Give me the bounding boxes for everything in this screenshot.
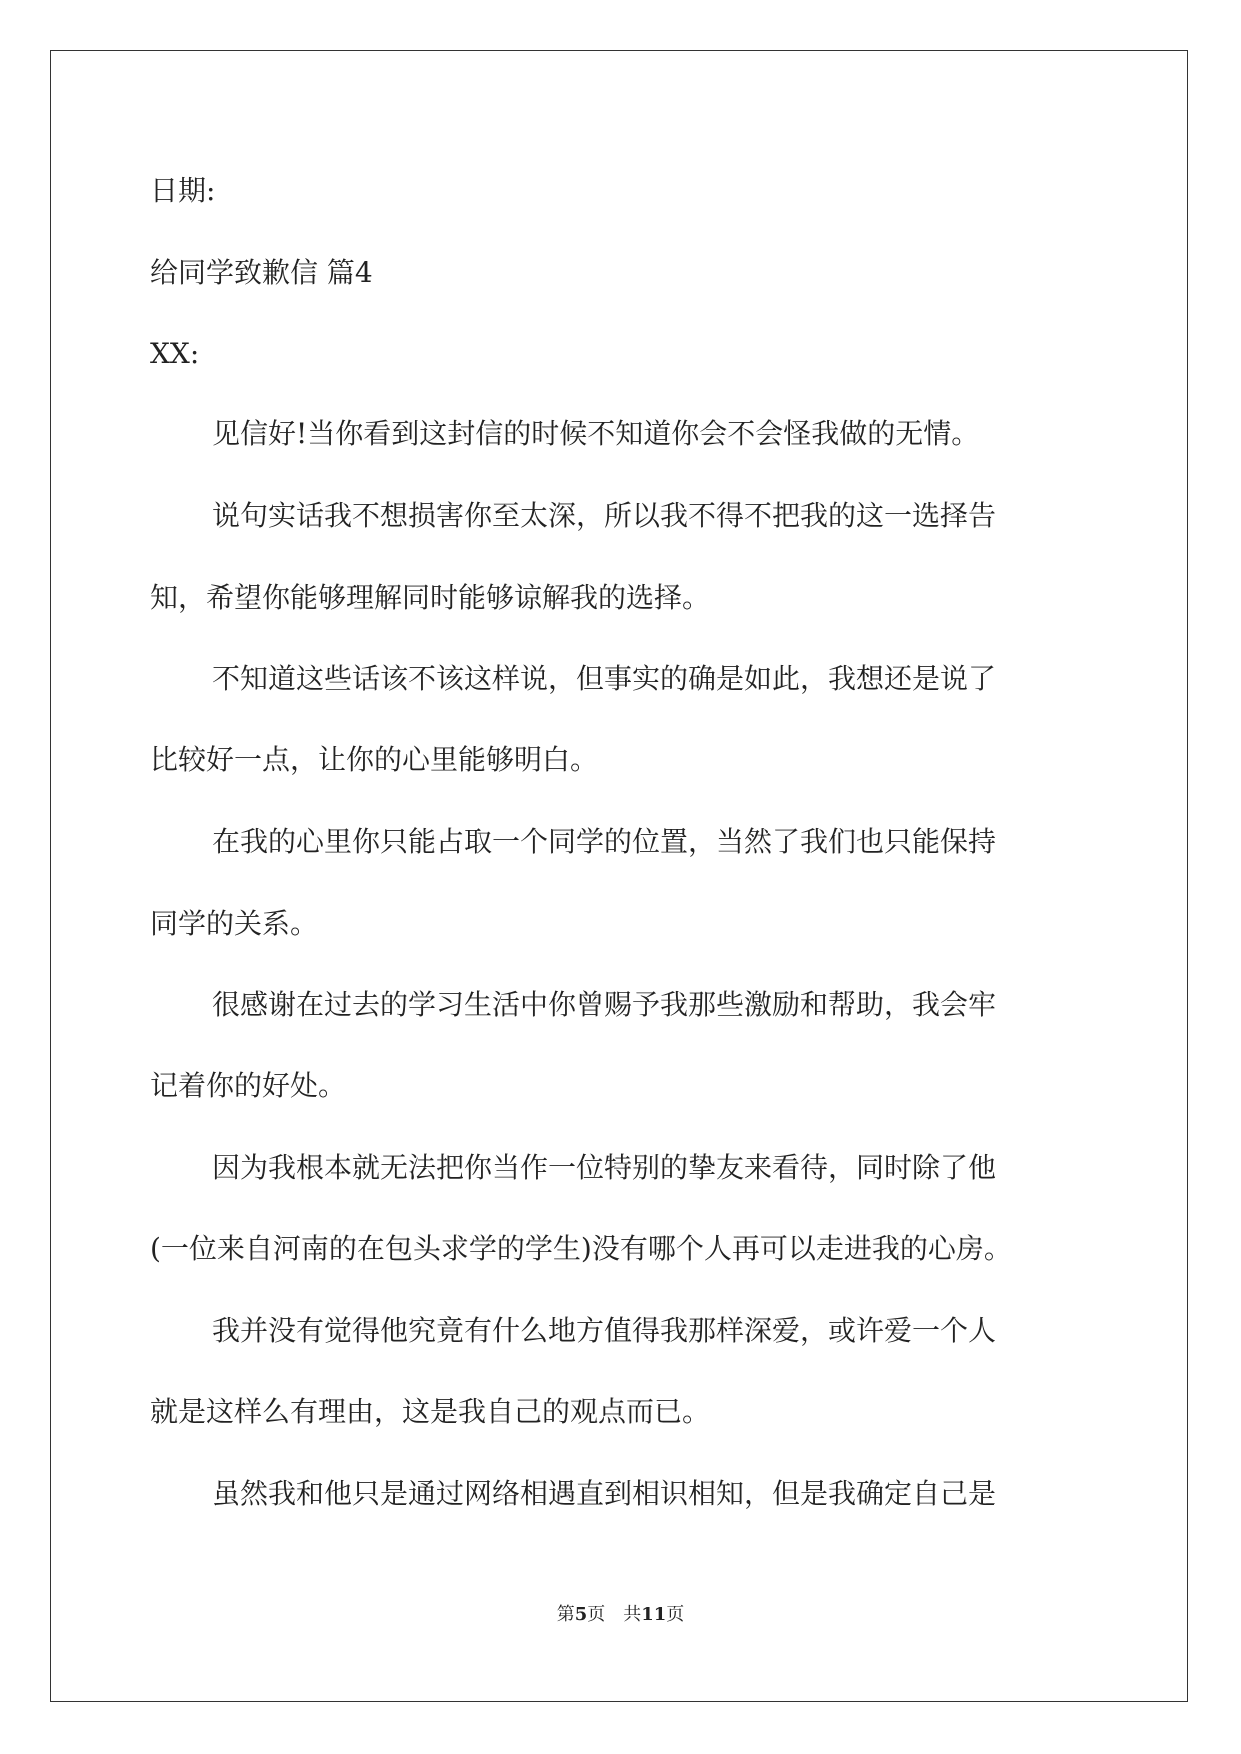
page-border <box>50 50 1188 1702</box>
footer-prefix: 第 <box>556 1604 575 1625</box>
footer-middle: 页 共 <box>587 1604 642 1625</box>
letter-title: 给同学致歉信 篇4 <box>150 256 373 289</box>
date-label: 日期: <box>150 174 216 207</box>
body-line: 虽然我和他只是通过网络相遇直到相识相知，但是我确定自己是 <box>212 1477 997 1510</box>
body-line: (一位来自河南的在包头求学的学生)没有哪个人再可以走进我的心房。 <box>150 1232 1012 1265</box>
body-line: 在我的心里你只能占取一个同学的位置，当然了我们也只能保持 <box>212 825 997 858</box>
body-line: 知，希望你能够理解同时能够谅解我的选择。 <box>150 581 711 614</box>
body-line: 比较好一点，让你的心里能够明白。 <box>150 743 599 776</box>
body-line: 不知道这些话该不该这样说，但事实的确是如此，我想还是说了 <box>212 662 997 695</box>
body-line: 很感谢在过去的学习生活中你曾赐予我那些激励和帮助，我会牢 <box>212 988 997 1021</box>
body-line: 就是这样么有理由，这是我自己的观点而已。 <box>150 1395 711 1428</box>
body-line: 记着你的好处。 <box>150 1069 347 1102</box>
page-footer <box>0 1600 1241 1626</box>
body-line: 我并没有觉得他究竟有什么地方值得我那样深爱，或许爱一个人 <box>212 1314 997 1347</box>
body-line: 同学的关系。 <box>150 907 319 940</box>
body-line: 见信好!当你看到这封信的时候不知道你会不会怪我做的无情。 <box>212 417 980 450</box>
total-pages-number: 11 <box>641 1604 667 1625</box>
body-line: 说句实话我不想损害你至太深，所以我不得不把我的这一选择告 <box>212 499 997 532</box>
footer-suffix: 页 <box>666 1604 685 1625</box>
body-line: 因为我根本就无法把你当作一位特别的挚友来看待，同时除了他 <box>212 1151 997 1184</box>
current-page-number: 5 <box>574 1604 588 1625</box>
salutation: XX: <box>150 337 200 370</box>
